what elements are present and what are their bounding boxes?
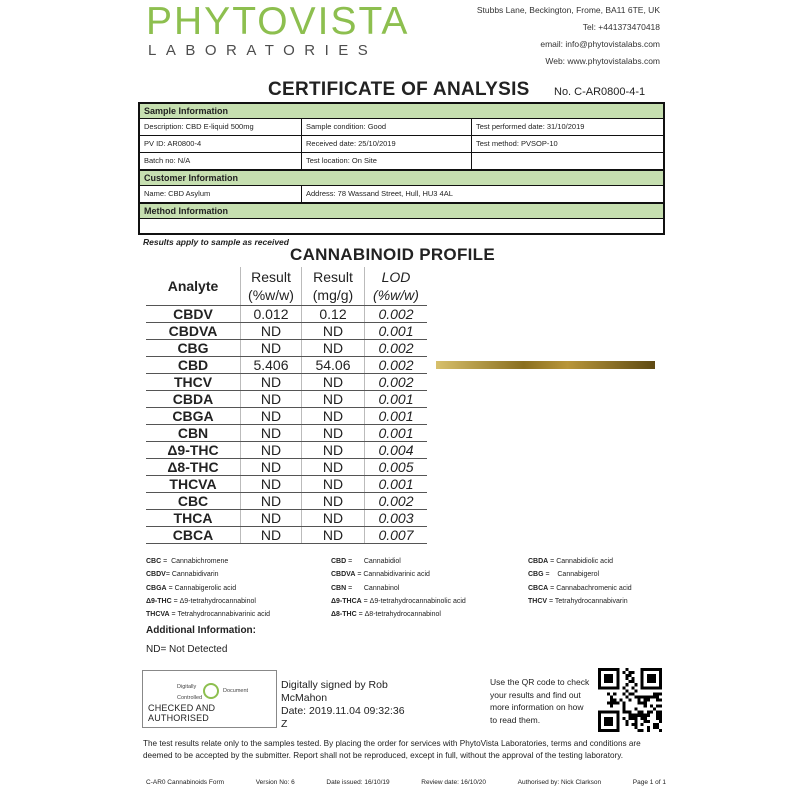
abbreviation-key: THCV — [528, 597, 548, 605]
result-mg-cell: ND — [302, 509, 365, 526]
lod-cell: 0.001 — [365, 407, 428, 424]
analyte-cell: THCA — [146, 509, 241, 526]
result-mg-cell: ND — [302, 475, 365, 492]
email-line: email: info@phytovistalabs.com — [540, 39, 660, 49]
abbreviation-value: = Cannabidiol — [346, 558, 401, 565]
qr-instructions: Use the QR code to check your results and find out more information on how to read them. — [490, 677, 590, 725]
result-mg-cell: ND — [302, 424, 365, 441]
additional-info-heading: Additional Information: — [146, 625, 256, 636]
table-header-row — [146, 267, 427, 305]
lod-cell: 0.003 — [365, 509, 428, 526]
customer-info-heading: Customer Information — [140, 170, 663, 186]
result-mg-cell: ND — [302, 492, 365, 509]
abbreviation-value: = Δ9-tetrahydrocannabinolic acid — [361, 597, 466, 605]
result-mg-cell: ND — [302, 458, 365, 475]
abbreviation-key: Δ9-THCA — [331, 597, 362, 605]
result-pct-cell: ND — [241, 373, 302, 390]
result-pct-cell: ND — [241, 492, 302, 509]
analyte-cell: CBN — [146, 424, 241, 441]
abbreviation-line — [528, 582, 632, 595]
abbreviation-value: = Cannabidiolic acid — [548, 558, 614, 565]
analyte-cell: CBDVA — [146, 322, 241, 339]
analyte-cell: THCVA — [146, 475, 241, 492]
page-footer — [146, 779, 666, 786]
info-cell: Sample condition: Good — [302, 119, 472, 135]
abbreviation-key: CBG — [528, 571, 544, 579]
lod-cell: 0.001 — [365, 322, 428, 339]
info-row — [140, 153, 663, 170]
tel-line: Tel: +441373470418 — [582, 22, 660, 32]
info-row — [140, 136, 663, 153]
checked-authorised: CHECKED AND AUTHORISED — [148, 703, 216, 723]
footer-review: Review date: 16/10/20 — [421, 779, 486, 786]
analyte-cell: CBGA — [146, 407, 241, 424]
result-mg-cell: ND — [302, 339, 365, 356]
analyte-cell: CBDA — [146, 390, 241, 407]
results-note: Results apply to sample as received — [143, 237, 289, 247]
result-pct-cell: ND — [241, 509, 302, 526]
result-pct-cell: ND — [241, 526, 302, 543]
footer-version: Version No: 6 — [255, 779, 295, 786]
table-row — [146, 322, 427, 339]
stamp-controlled: Controlled — [177, 695, 203, 701]
result-pct-cell: ND — [241, 424, 302, 441]
table-row — [146, 339, 427, 356]
footer-issued: Date issued: 16/10/19 — [326, 779, 390, 786]
result-mg-cell: 54.06 — [302, 356, 365, 373]
info-cell: Test method: PVSOP-10 — [476, 139, 558, 148]
abbreviation-value: = Cannabidivarin — [165, 571, 219, 579]
method-info-heading: Method Information — [140, 203, 663, 219]
result-mg-cell: ND — [302, 390, 365, 407]
result-mg-cell: ND — [302, 322, 365, 339]
result-pct-cell: ND — [241, 339, 302, 356]
info-cell — [472, 153, 663, 169]
header-unit: (%w/w) — [248, 286, 294, 303]
abbreviation-key: CBGA — [146, 584, 167, 592]
table-row — [146, 305, 427, 322]
result-pct-cell: 0.012 — [241, 305, 302, 322]
info-cell: Test performed date: 31/10/2019 — [476, 122, 585, 131]
info-cell: Batch no: N/A — [140, 153, 302, 169]
lod-cell: 0.001 — [365, 424, 428, 441]
customer-name: Name: CBD Asylum — [140, 186, 302, 202]
logo-text: PHYTOVISTA — [146, 0, 410, 43]
abbreviation-line — [146, 608, 270, 621]
abbreviation-value: = Δ9-tetrahydrocannabinol — [171, 597, 256, 605]
lod-cell: 0.002 — [365, 373, 428, 390]
abbreviations-col-1 — [146, 555, 270, 621]
abbreviation-line — [528, 568, 632, 581]
header-analyte: Analyte — [146, 267, 241, 305]
header-result-mg — [302, 267, 365, 305]
header-text: Result — [251, 268, 291, 285]
table-row — [146, 441, 427, 458]
contact-block — [477, 2, 660, 70]
abbreviation-line — [331, 582, 466, 595]
abbreviation-line — [331, 555, 466, 568]
result-mg-cell: ND — [302, 373, 365, 390]
result-pct-cell: ND — [241, 475, 302, 492]
lod-cell: 0.002 — [365, 339, 428, 356]
abbreviation-value: = Tetrahydrocannabivarin — [547, 597, 628, 605]
header-unit: (mg/g) — [312, 286, 354, 303]
abbreviation-key: CBCA — [528, 584, 549, 592]
analyte-cell: Δ8-THC — [146, 458, 241, 475]
table-row — [146, 407, 427, 424]
profile-title: CANNABINOID PROFILE — [290, 245, 495, 264]
abbreviation-line — [146, 582, 270, 595]
header-lod — [365, 267, 428, 305]
table-row — [146, 373, 427, 390]
abbreviation-line — [331, 568, 466, 581]
footer-form: C-AR0 Cannabinoids Form — [146, 779, 225, 786]
result-mg-cell: ND — [302, 441, 365, 458]
footer-page: Page 1 of 1 — [632, 779, 666, 786]
table-row — [146, 475, 427, 492]
cannabinoid-table — [146, 267, 427, 544]
result-pct-cell: ND — [241, 322, 302, 339]
customer-row — [140, 186, 663, 203]
abbreviation-line — [146, 568, 270, 581]
abbreviations-col-2 — [331, 555, 466, 621]
digital-signature — [281, 679, 411, 731]
result-pct-cell: ND — [241, 407, 302, 424]
abbreviation-line — [331, 608, 466, 621]
result-mg-cell: 0.12 — [302, 305, 365, 322]
abbreviation-key: CBC — [146, 558, 162, 565]
info-cell: Test location: On Site — [302, 153, 472, 169]
info-cell: PV ID: AR0800-4 — [140, 136, 302, 152]
company-logo — [146, 2, 409, 42]
header-unit: (%w/w) — [373, 286, 419, 303]
qr-code-icon[interactable] — [594, 668, 666, 732]
abbreviation-value: = Cannabinol — [346, 584, 400, 592]
abbreviation-key: Δ8-THC — [331, 611, 357, 619]
result-pct-cell: 5.406 — [241, 356, 302, 373]
controlled-document-stamp — [142, 670, 277, 728]
footer-authorised: Authorised by: Nick Clarkson — [517, 779, 602, 786]
table-row — [146, 356, 427, 373]
abbreviation-line — [331, 595, 466, 608]
result-pct-cell: ND — [241, 390, 302, 407]
table-row — [146, 424, 427, 441]
lod-cell: 0.007 — [365, 526, 428, 543]
abbreviation-value: = Cannabidivarinic acid — [355, 571, 430, 579]
analyte-cell: CBG — [146, 339, 241, 356]
result-pct-cell: ND — [241, 441, 302, 458]
abbreviation-value: = Δ8-tetrahydrocannabinol — [356, 611, 441, 619]
abbreviation-line — [528, 595, 632, 608]
certificate-title: CERTIFICATE OF ANALYSIS — [268, 79, 530, 100]
abbreviation-key: CBDVA — [331, 571, 356, 579]
abbreviation-key: CBDV — [146, 571, 166, 579]
info-row — [140, 119, 663, 136]
analyte-cell: THCV — [146, 373, 241, 390]
result-pct-cell: ND — [241, 458, 302, 475]
lod-cell: 0.002 — [365, 356, 428, 373]
analyte-cell: CBD — [146, 356, 241, 373]
lod-cell: 0.002 — [365, 492, 428, 509]
stamp-document: Document — [223, 688, 249, 694]
abbreviation-key: THCVA — [146, 611, 170, 619]
header-text: Result — [313, 268, 353, 285]
analyte-cell: Δ9-THC — [146, 441, 241, 458]
analyte-cell: CBCA — [146, 526, 241, 543]
sample-info-heading: Sample Information — [140, 104, 663, 119]
info-cell: Received date: 25/10/2019 — [302, 136, 472, 152]
signature-signer: Digitally signed by Rob McMahon — [281, 679, 388, 704]
method-info-body — [140, 219, 663, 233]
stamp-digitally: Digitally — [177, 684, 197, 690]
certificate-number: No. C-AR0800-4-1 — [554, 86, 646, 98]
decorative-gold-bar — [436, 361, 655, 369]
table-row — [146, 390, 427, 407]
lod-cell: 0.001 — [365, 475, 428, 492]
abbreviations-col-3 — [528, 555, 632, 608]
abbreviation-value: = Cannabichromene — [161, 558, 229, 565]
abbreviation-key: Δ9-THC — [146, 597, 172, 605]
result-mg-cell: ND — [302, 526, 365, 543]
abbreviation-key: CBN — [331, 584, 347, 592]
analyte-cell: CBC — [146, 492, 241, 509]
lod-cell: 0.002 — [365, 305, 428, 322]
web-line: Web: www.phytovistalabs.com — [545, 56, 660, 66]
lod-cell: 0.001 — [365, 390, 428, 407]
abbreviation-line — [146, 555, 270, 568]
logo-subtitle: LABORATORIES — [148, 42, 378, 59]
table-row — [146, 492, 427, 509]
lod-cell: 0.005 — [365, 458, 428, 475]
info-table — [138, 102, 665, 235]
lod-cell: 0.004 — [365, 441, 428, 458]
abbreviation-value: = Cannabachromenic acid — [548, 584, 632, 592]
analyte-cell: CBDV — [146, 305, 241, 322]
customer-address: Address: 78 Wassand Street, Hull, HU3 4AL — [306, 189, 453, 198]
header-text: LOD — [381, 268, 411, 285]
table-row — [146, 509, 427, 526]
address-line: Stubbs Lane, Beckington, Frome, BA11 6TE, UK — [476, 5, 660, 15]
nd-note: ND= Not Detected — [146, 644, 228, 655]
abbreviation-value: = Cannabigerol — [543, 571, 600, 579]
abbreviation-key: CBDA — [528, 558, 549, 565]
header-result-pct — [241, 267, 302, 305]
table-row — [146, 458, 427, 475]
abbreviation-value: = Tetrahydrocannabivarinic acid — [169, 611, 271, 619]
result-mg-cell: ND — [302, 407, 365, 424]
abbreviation-value: = Cannabigerolic acid — [166, 584, 237, 592]
abbreviation-line — [146, 595, 270, 608]
info-cell: Description: CBD E-liquid 500mg — [140, 119, 302, 135]
signature-date: Date: 2019.11.04 09:32:36 Z — [281, 705, 405, 730]
abbreviation-key: CBD — [331, 558, 347, 565]
terms-footnote: The test results relate only to the samples tested. By placing the order for services with PhytoVista Laboratories, terms and conditions are deemed to be accepted by the submitter. Report shall not be reproduced, except in full, without the approval of the testing laboratory. — [143, 739, 641, 760]
abbreviation-line — [528, 555, 632, 568]
leaf-icon — [203, 683, 219, 699]
table-row — [146, 526, 427, 543]
